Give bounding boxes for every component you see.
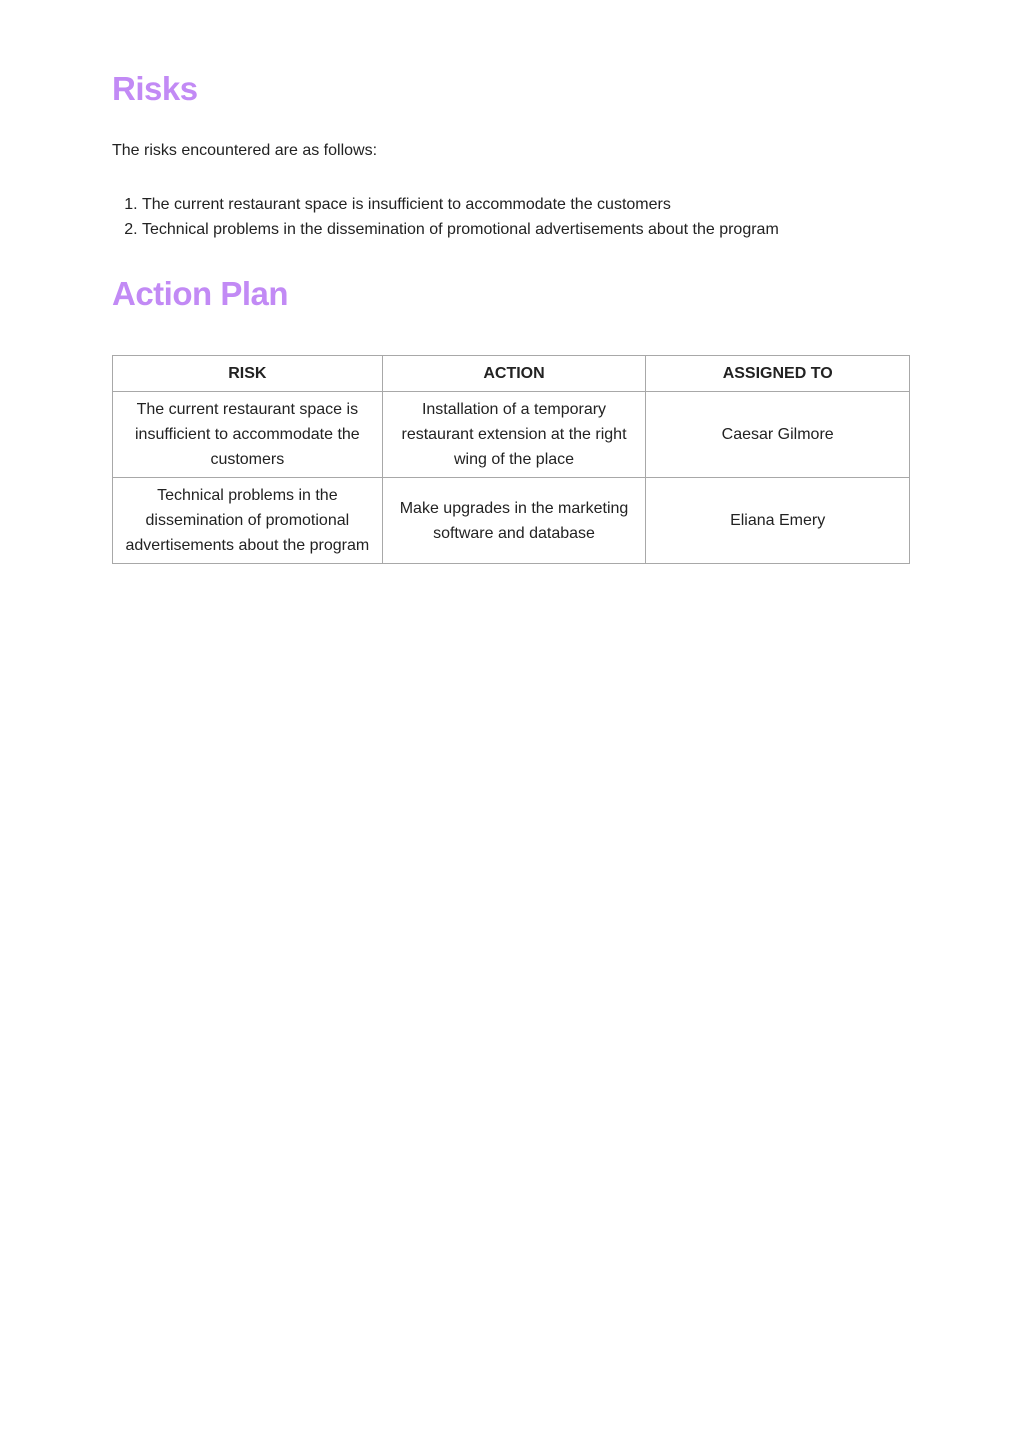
list-item: 2. Technical problems in the dissemination of promotional advertisements about the program <box>142 217 779 242</box>
action-plan-table <box>112 355 910 564</box>
cell-assigned-to: Caesar Gilmore <box>646 392 910 478</box>
action-plan-heading: Action Plan <box>112 275 289 312</box>
table-header-row <box>113 356 910 392</box>
cell-assigned-to: Eliana Emery <box>646 478 910 564</box>
header-assigned-to: ASSIGNED TO <box>646 356 910 392</box>
cell-risk: The current restaurant space is insufficient to accommodate the customers <box>113 392 383 478</box>
table-row <box>113 392 910 478</box>
risks-list <box>112 192 779 242</box>
cell-action: Installation of a temporary restaurant extension at the right wing of the place <box>382 392 646 478</box>
risks-intro: The risks encountered are as follows: <box>112 142 378 159</box>
table-row <box>113 478 910 564</box>
list-item: 1. The current restaurant space is insufficient to accommodate the customers <box>142 192 779 217</box>
cell-action: Make upgrades in the marketing software and database <box>382 478 646 564</box>
cell-risk: Technical problems in the dissemination of promotional advertisements about the program <box>113 478 383 564</box>
risks-heading: Risks <box>112 70 198 107</box>
header-action: ACTION <box>382 356 646 392</box>
header-risk: RISK <box>113 356 383 392</box>
